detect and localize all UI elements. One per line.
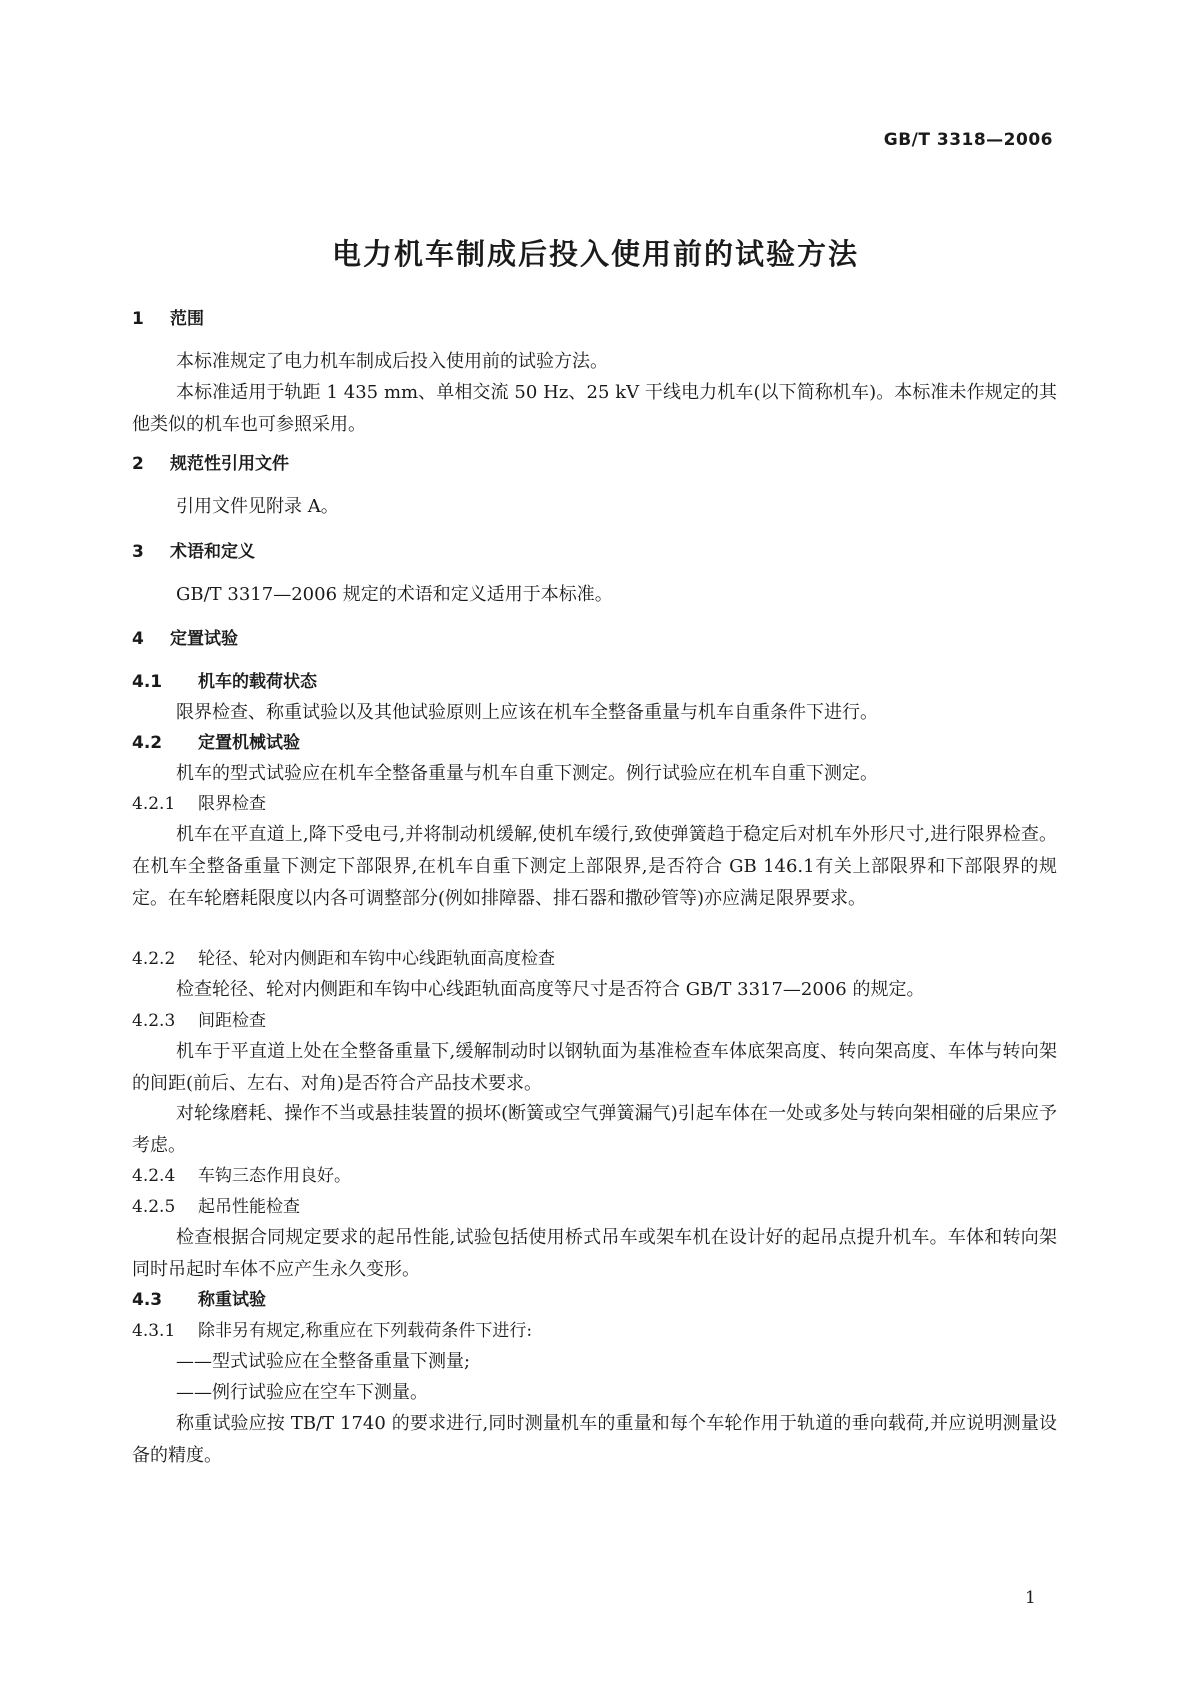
document-title: 电力机车制成后投入使用前的试验方法	[331, 237, 859, 271]
clause-heading-4-2-1: 4.2.1 限界检查	[132, 794, 266, 814]
clause-heading-4-2-5: 4.2.5 起吊性能检查	[132, 1197, 300, 1217]
paragraph: 检查轮径、轮对内侧距和车钩中心线距轨面高度等尺寸是否符合 GB/T 3317—2006 的规定。	[176, 979, 925, 1000]
paragraph: GB/T 3317—2006 规定的术语和定义适用于本标准。	[176, 584, 613, 605]
section-heading-1: 1 范围	[132, 309, 204, 329]
paragraph: 机车于平直道上处在全整备重量下,缓解制动时以钢轨面为基准检查车体底架高度、转向架高度、车体与转向架的间距(前后、左右、对角)是否符合产品技术要求。	[132, 1041, 1057, 1094]
paragraph: 机车的型式试验应在机车全整备重量与机车自重下测定。例行试验应在机车自重下测定。	[176, 763, 878, 784]
page-number: 1	[1025, 1588, 1036, 1608]
clause-heading-4-2-4: 4.2.4 车钩三态作用良好。	[132, 1166, 351, 1186]
paragraph: 本标准规定了电力机车制成后投入使用前的试验方法。	[176, 351, 608, 372]
list-item: ——型式试验应在全整备重量下测量;	[176, 1351, 471, 1372]
paragraph: 机车在平直道上,降下受电弓,并将制动机缓解,使机车缓行,致使弹簧趋于稳定后对机车外形尺寸,进行限界检查。在机车全整备重量下测定下部限界,在机车自重下测定上部限界,是否符合 GB 146.1有关上部限界和下部限界的规定。在车轮磨耗限度以内各可调整部分(例如排障器、排石器和撒砂管等)亦应满足限界要求。	[132, 824, 1057, 909]
section-heading-2: 2 规范性引用文件	[132, 454, 289, 474]
clause-heading-4-3-1: 4.3.1 除非另有规定,称重应在下列载荷条件下进行:	[132, 1321, 533, 1341]
subsection-heading-4-2: 4.2 定置机械试验	[132, 733, 300, 753]
section-heading-4: 4 定置试验	[132, 629, 238, 649]
section-heading-3: 3 术语和定义	[132, 542, 255, 562]
paragraph: 限界检查、称重试验以及其他试验原则上应该在机车全整备重量与机车自重条件下进行。	[176, 702, 878, 723]
paragraph: 本标准适用于轨距 1 435 mm、单相交流 50 Hz、25 kV 干线电力机车(以下简称机车)。本标准未作规定的其他类似的机车也可参照采用。	[132, 382, 1057, 435]
paragraph: 称重试验应按 TB/T 1740 的要求进行,同时测量机车的重量和每个车轮作用于轨道的垂向载荷,并应说明测量设备的精度。	[132, 1413, 1057, 1466]
paragraph: 引用文件见附录 A。	[176, 496, 339, 517]
clause-heading-4-2-2: 4.2.2 轮径、轮对内侧距和车钩中心线距轨面高度检查	[132, 949, 555, 969]
subsection-heading-4-1: 4.1 机车的载荷状态	[132, 672, 317, 692]
clause-heading-4-2-3: 4.2.3 间距检查	[132, 1011, 266, 1031]
document-code: GB/T 3318—2006	[883, 130, 1053, 150]
subsection-heading-4-3: 4.3 称重试验	[132, 1290, 266, 1310]
paragraph: 对轮缘磨耗、操作不当或悬挂装置的损坏(断簧或空气弹簧漏气)引起车体在一处或多处与转向架相碰的后果应予考虑。	[132, 1103, 1057, 1156]
paragraph: 检查根据合同规定要求的起吊性能,试验包括使用桥式吊车或架车机在设计好的起吊点提升机车。车体和转向架同时吊起时车体不应产生永久变形。	[132, 1227, 1057, 1280]
list-item: ——例行试验应在空车下测量。	[176, 1382, 428, 1403]
